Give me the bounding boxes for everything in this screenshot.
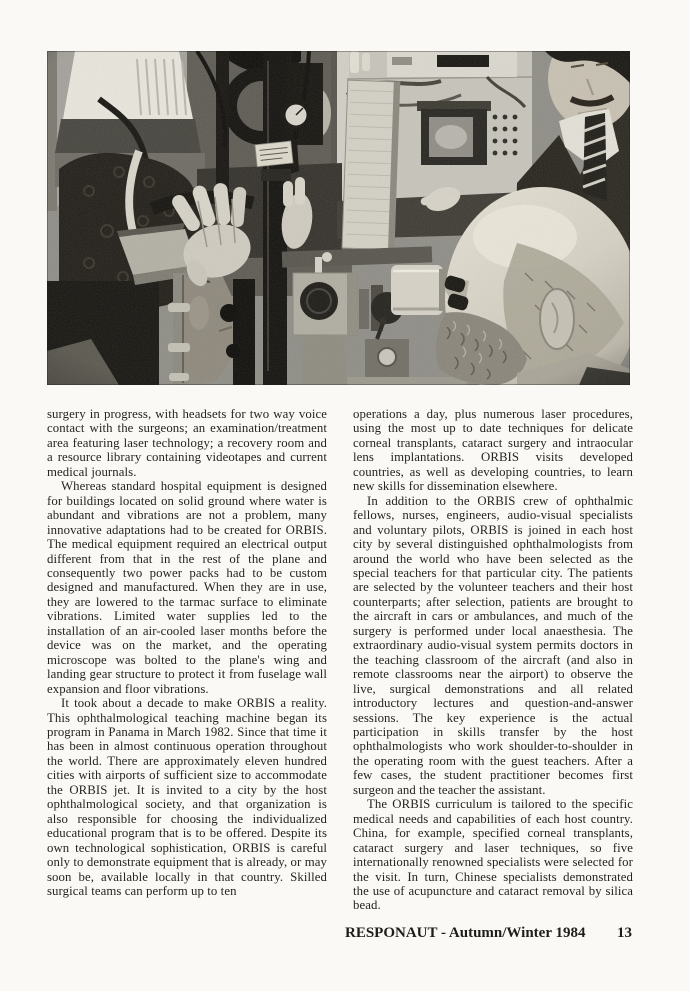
article-column-left (47, 407, 327, 913)
article-body (47, 407, 633, 913)
article-photo (47, 51, 630, 385)
article-column-right (353, 407, 633, 913)
paragraph: It took about a decade to make ORBIS a reality. This ophthalmological teaching machine began its program in Panama in March 1982. Since that time it has been in almost continuous operation throughout the world. There are approximately eleven hundred cities with airports of sufficient size to accommodate the ORBIS jet. It is invited to a city by the host ophthalmological society, and that organization is also responsible for choosing the individualized educational program that is to be offered. Despite its own technological sophistication, ORBIS is careful only to demonstrate equipment that is already, or may soon be, available locally in that country. Skilled surgical teams can perform up to ten (47, 696, 327, 898)
page-footer (345, 925, 632, 942)
paragraph-continuation: surgery in progress, with headsets for two way voice contact with the surgeons; an examination/treatment area featuring laser technology; a recovery room and a resource library containing videotapes and current medical journals. (47, 407, 327, 479)
page-number: 13 (617, 925, 632, 941)
paragraph: In addition to the ORBIS crew of ophthalmic fellows, nurses, engineers, audio-visual specialists and voluntary pilots, ORBIS is joined in each host city by several distinguished ophthalmologists from around the world who have been selected as the special teachers for that particular city. The patients are selected by the volunteer teachers and their host counterparts; after selection, patients are brought to the aircraft in cars or ambulances, and much of the surgery is performed under local anaesthesia. The extraordinary audio-visual system permits doctors in the teaching classroom of the aircraft (and also in remote classrooms near the airport) to observe the live, surgical demonstrations and all related introductory lectures and question-and-answer sessions. The key experience is the actual participation in skills transfer by the host ophthalmologists who work shoulder-to-shoulder in the operating room with the guest teachers. After a few cases, the student practitioner becomes first surgeon and the teacher the assistant. (353, 493, 633, 797)
paragraph: The ORBIS curriculum is tailored to the specific medical needs and capabilities of each host country. China, for example, specified corneal transplants, cataract surgery and laser techniques, so five internationally renowned specialists were selected for the visit. In turn, Chinese specialists demonstrated the use of acupuncture and cataract removal by silica bead. (353, 797, 633, 913)
paragraph-continuation: operations a day, plus numerous laser procedures, using the most up to date techniques for delicate corneal transplants, cataract surgery and intraocular lens implantations. ORBIS visits developed countries, as well as developing countries, to learn new skills for dissemination elsewhere. (353, 407, 633, 494)
journal-title: RESPONAUT - Autumn/Winter 1984 (345, 925, 586, 941)
photo-illustration (47, 51, 630, 385)
paragraph: Whereas standard hospital equipment is designed for buildings located on solid ground where water is abundant and vibrations are not a problem, many innovative adaptations had to be created for ORBIS. The medical equipment required an electrical output different from that in the rest of the plane and consequently two power packs had to be custom designed and manufactured. When they are in use, they are lowered to the tarmac surface to eliminate vibrations. Limited water supplies led to the installation of an air-cooled laser months before the device was on the market, and the operating microscope was bolted to the plane's wing and landing gear structure to protect it from fuselage wall expansion and floor vibrations. (47, 479, 327, 696)
